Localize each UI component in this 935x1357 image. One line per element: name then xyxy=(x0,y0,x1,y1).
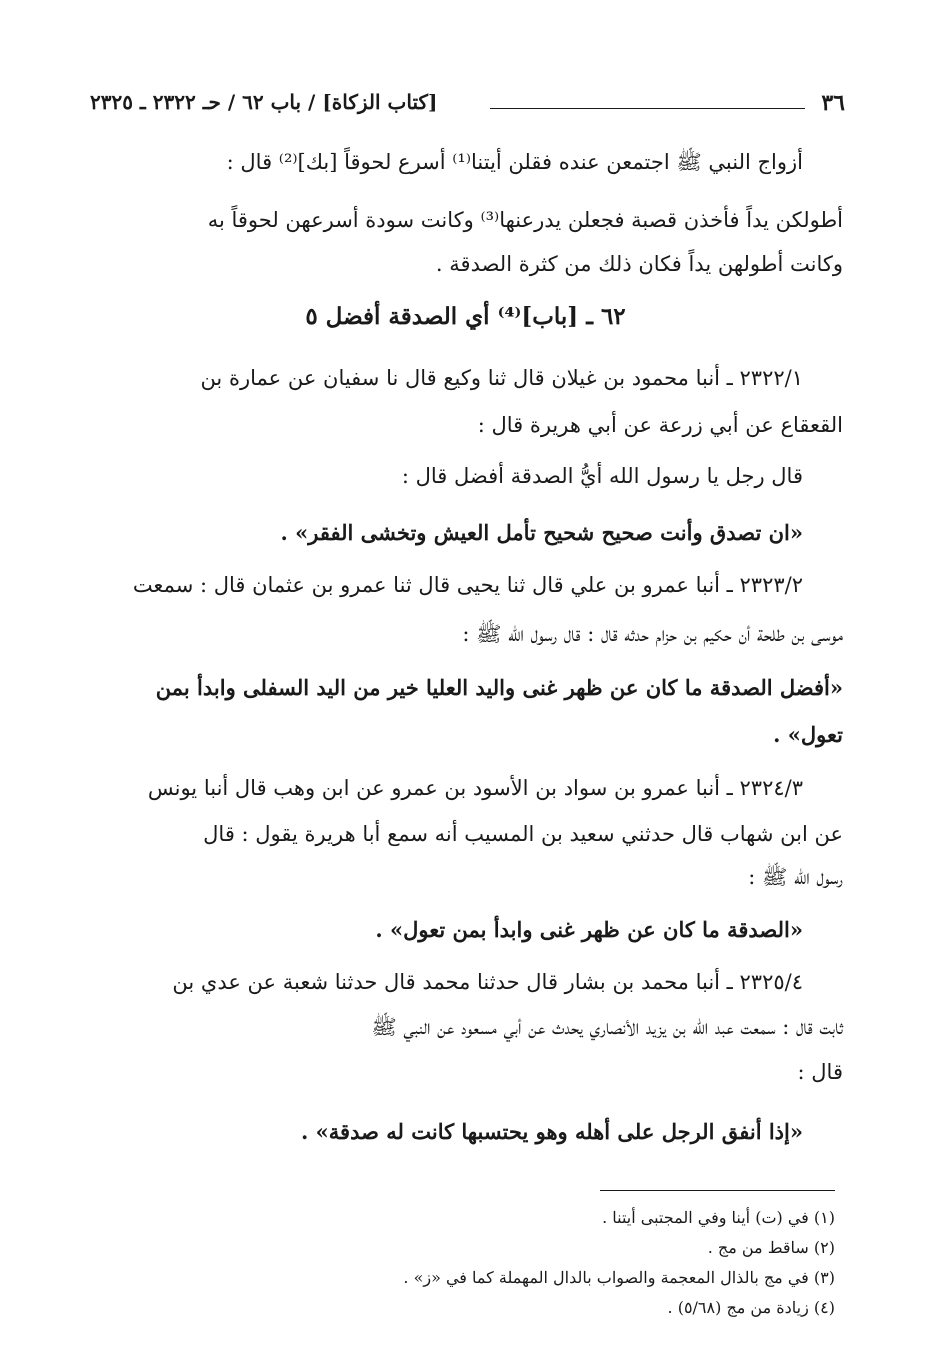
hadith-quote: «ان تصدق وأنت صحيح شحيح تأمل العيش وتخشى الفقر» . xyxy=(280,520,803,545)
header-rule xyxy=(490,108,805,109)
page-number: ٣٦ xyxy=(821,90,845,116)
hadith-quote: «إذا أنفق الرجل على أهله وهو يحتسبها كانت له صدقة» . xyxy=(301,1119,803,1144)
running-title: [كتاب الزكاة] / باب ٦٢ / حـ ٢٣٢٢ ـ ٢٣٢٥ xyxy=(90,90,438,114)
text-line: أطولكن يداً فأخذن قصبة فجعلن يدرعنها⁽³⁾ وكانت سودة أسرعهن لحوقاً به xyxy=(207,208,843,232)
hadith-line: ٢٣٢٥/٤ ـ أنبا محمد بن بشار قال حدثنا محمد قال حدثنا شعبة عن عدي بن xyxy=(172,970,803,994)
hadith-line: قال : xyxy=(797,1060,843,1084)
footnote: (٣) في مج بالذال المعجمة والصواب بالدال المهملة كما في «ز» . xyxy=(403,1268,835,1287)
hadith-line: عن ابن شهاب قال حدثني سعيد بن المسيب أنه سمع أبا هريرة يقول : قال xyxy=(203,822,843,846)
hadith-line: رسول الله ﷺ : xyxy=(748,865,843,889)
text-line: وكانت أطولهن يداً فكان ذلك من كثرة الصدقة . xyxy=(435,252,843,276)
text-line: أزواج النبي ﷺ اجتمعن عنده فقلن أيتنا⁽¹⁾ أسرع لحوقاً [بك]⁽²⁾ قال : xyxy=(226,150,803,174)
footnote: (١) في (ت) أينا وفي المجتبى أيتنا . xyxy=(602,1208,835,1227)
hadith-line: ٢٣٢٣/٢ ـ أنبا عمرو بن علي قال ثنا يحيى قال ثنا عمرو بن عثمان قال : سمعت xyxy=(132,573,803,597)
hadith-line: القعقاع عن أبي زرعة عن أبي هريرة قال : xyxy=(477,413,843,437)
hadith-line: ٢٣٢٢/١ ـ أنبا محمود بن غيلان قال ثنا وكيع قال نا سفيان عن عمارة بن xyxy=(200,366,803,390)
hadith-line: قال رجل يا رسول الله أيُّ الصدقة أفضل قال : xyxy=(401,464,803,488)
hadith-quote: «أفضل الصدقة ما كان عن ظهر غنى واليد العليا خير من اليد السفلى وابدأ بمن xyxy=(155,675,843,700)
hadith-line: ثابت قال : سمعت عبد الله بن يزيد الأنصاري يحدث عن أبي مسعود عن النبي ﷺ xyxy=(371,1015,843,1039)
chapter-heading: ٦٢ ـ [باب]⁽⁴⁾ أي الصدقة أفضل ٥ xyxy=(305,303,626,330)
hadith-line: موسى بن طلحة أن حكيم بن حزام حدثه قال : قال رسول الله ﷺ : xyxy=(462,622,843,646)
hadith-quote: تعول» . xyxy=(773,722,843,747)
hadith-line: ٢٣٢٤/٣ ـ أنبا عمرو بن سواد بن الأسود بن عمرو عن ابن وهب قال أنبا يونس xyxy=(147,776,803,800)
footnote-rule xyxy=(600,1190,835,1191)
running-header xyxy=(90,86,845,126)
footnote: (٤) زيادة من مج (٥/٦٨) . xyxy=(667,1298,835,1317)
hadith-quote: «الصدقة ما كان عن ظهر غنى وابدأ بمن تعول» . xyxy=(375,917,803,942)
footnote: (٢) ساقط من مج . xyxy=(707,1238,835,1257)
